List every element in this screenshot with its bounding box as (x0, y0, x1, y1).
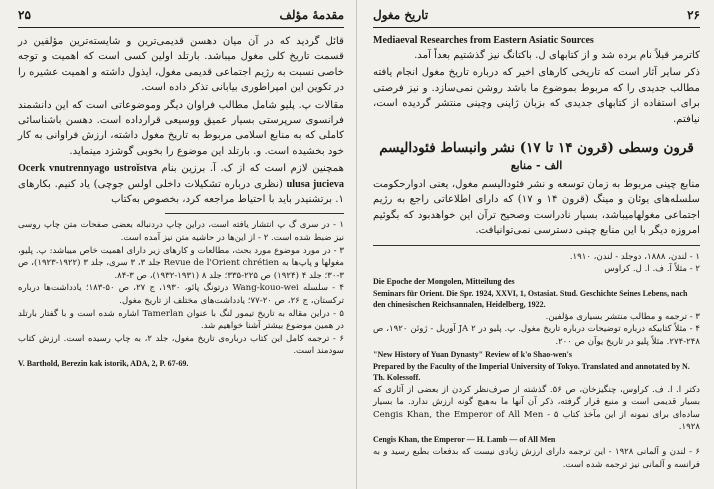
left-footnote-4: ۵ - دراین مقاله به تاریخ تیمور لنگ با عنوان Tamerlan اشاره شده است و با گفتار بارتلد در همین موضوع بیشتر آشنا خواهیم شد. (18, 308, 344, 332)
left-footnote-3: ۴ - سلسله Wang-kouo-wei درتونگ پائو، ۱۹۳۰، ج ۲۷، ص ۵۰-۱۸۳؛ یادداشت‌ها درباره ترکستان، ج ۲۶، ص ۲۰-۷۷؛ یادداشت‌های مختلف از تاریخ مغول. (18, 283, 344, 307)
right-page-number: ۲۶ (687, 8, 700, 22)
left-footnote-reference: V. Barthold, Berezin kak istorik, ADA, 2, P. 67-69. (18, 359, 189, 368)
left-footnote-1: ۱ - در سری گ پ انتشار یافته است، دراین چاپ دردنباله بعضی صفحات متن چاپ روسی نیز ضبط شده است. ۲ - از این‌ها در حاشیه متن نیز آمده است. (18, 220, 344, 244)
left-footnote-2: ۳ - در مورد موضوع مورد بحث، مطالعات و کارهای زیر دارای اهمیت خاص میباشد: پ. پلیو، مغولها و پاپ‌ها به Revue de l'Orient chrétien جلد ۳، ۳ سری، جلد ۳ (۱۹۲۲-۱۹۲۳)، ص ۳-۳۰؛ جلد ۴ (۱۹۲۴) ص ۲۲۵-۳۳۵؛ جلد ۸ (۱۹۳۱-۱۹۳۲)، ص ۳-۸۴. (18, 245, 345, 281)
right-footnote-latin-1: Die Epoche der Mongolen, Mitteilung des (373, 276, 515, 286)
right-page (357, 0, 714, 489)
left-body-sentence-2: (نظری درباره تشکیلات داخلی اولس جوچی) یاد کنیم. بکارهای ۱. برتشنیدر باید با احتیاط مراجعه کرد، بخصوص به‌کتاب (18, 178, 344, 206)
right-footnote-3: ۳ - ترجمه و مطالب منتشر بسیاری مؤلفین. (545, 311, 700, 322)
right-running-title: تاریخ مغول (373, 8, 429, 22)
right-footnote-2: ۲ - مثلاً آ. ف. ا. ل. کراوس (604, 264, 700, 275)
left-page-header (18, 6, 344, 28)
left-body-sentence: همچنین لازم است که از ک. آ. برزین بنام (161, 163, 344, 175)
left-body-paragraph-3 (18, 161, 344, 207)
right-section-body: منابع چینی مربوط به زمان توسعه و نشر فئودالیسم مغول، یعنی ادوارحکومت سلسله‌های یوئان و مینگ (قرون ۱۴ و ۱۷) که دارای اطلاعاتی راجع به رژیم اجتماعی مغولهامیباشد، بسیار نادراست وصحیح ترآن این خواهدبود که بگوئیم امروزه دیگر با این منابع چینی دسترسی نمی‌توانیافت. (373, 179, 700, 237)
latin-title-ustroistva: ustroĭstva ulusa jucieva (114, 163, 344, 190)
right-page-header (373, 6, 700, 28)
section-heading: قرون وسطی (قرون ۱۴ تا ۱۷) نشر وانبساط فئودالیسم (379, 140, 694, 157)
right-intro-paragraph-2: ذکر سایر آثار است که تاریخی کارهای اخیر که درباره تاریخ مغول انجام یافته مطالب جدیدی را که مربوط بموضوع ما باشد روشن نمی‌سازد. و نیز فرصتی برای استفاده از کتابهای جدیدی که بزبان ژاپنی وچینی منتشر گردیده است، نیافتم. (373, 67, 700, 125)
left-page-number: ۲۵ (18, 8, 31, 22)
right-footnote-4: ۴ - مثلاً کتابیکه درباره توضیحات درباره تاریخ مغول. پ. پلیو در JA ۲ آوریل - ژوئن ۱۹۲۰، ص ۲۴۸-۲۷۴. مثلاً پلیو در تاریخ یوآن ص ۲۰۰. (373, 324, 700, 348)
left-footnote-separator (165, 213, 344, 214)
left-running-title: مقدمهٔ مؤلف (279, 8, 344, 22)
right-footnote-cengis: Cengis Khan, the Emperor — H. Lamb — of All Men (373, 435, 556, 444)
right-intro-paragraph-1: کاترمر قبلاً نام برده شد و از کتابهای ل. باکتانگ نیز گذشتیم بعداً آمد. (414, 50, 700, 61)
left-body-paragraph-2: مقالات پ. پلیو شامل مطالب فراوان دیگر وموضوعاتی است که این دانشمند فرانسوی سرپرستی بسیار عمیق ووسیعی قرارداده است. دهسن باشناسائی کاملی که به منابع اسلامی مربوط به تاریخ مغول داشته، ارزش فراوانی به کار خود بخشیده است. و. بارتلد این موضوع را بخوبی گوشزد مینماید. (18, 99, 344, 157)
latin-title-ocerk: Ocerk vnutrennyago (18, 163, 110, 175)
right-footnote-6: ۶ - لندن و آلمانی ۱۹۲۸ - این ترجمه دارای ارزش زیادی نیست که بدفعات بطبع رسید و به فرانسه و آلمانی نیز ترجمه شده است. (373, 447, 700, 470)
right-footnote-separator (373, 245, 700, 246)
right-footnote-1: ۱ - لندن، ۱۸۸۸، دوجلد - لندن، ۱۹۱۰. (569, 251, 700, 262)
right-footnote-5: دکتر ا. ا. ف. کراوس، چنگیزخان، ص ۵۶. گذشته از صرف‌نظر کردن از بعضی از آثاری که بسیار قدیمی است و منبع قرار گرفته، ذکر آن آنها ما به‌هیچ گونه ارزش‌ ندارد. ما بسیار ساده‌ای برای نمونه از این مآخذ کتاب ۵ - Cengis Khan, the Emperor of All Men ۱۹۲۸. (373, 384, 700, 433)
right-footnote-latin-3: "New History of Yuan Dynasty" Review of k'o Shao-wen's (373, 349, 572, 359)
sub-heading: الف - منابع (510, 159, 563, 173)
left-footnote-5: ۶ - ترجمه کامل این کتاب درباره‌ی تاریخ مغول، جلد ۲، به چاپ رسیده است. ارزش کتاب سودمند است. (18, 333, 344, 357)
right-footnote-latin-4: Prepared by the Faculty of the Imperial University of Tokyo. Translated and annotated by N. Th. Kolessoff. (373, 361, 690, 382)
latin-source-title: Mediaeval Researches from Eastern Asiatic Sources (373, 35, 594, 46)
left-body-paragraph-1: قائل گردید که در آن میان دهسن قدیمی‌ترین و شایسته‌ترین مؤلفین در قسمت تاریخ کلی مغول میباشد. بارتلد اولین کسی است که اهمیت و توجه خاصی نسبت به رژیم اجتماعی قدیمی مغول، ایذول داشته و اهمیت عشیره را در تکوین این امپراطوری بیابانی تذکر داده است. (18, 36, 344, 94)
right-footnote-latin-2: Seminars für Orient. Die Spr. 1924, XXVI, 1, Ostasiat. Stud. Geschichte Seines Lebens, nach den chinesischen Reichsannalen, Heidelberg, 1922. (373, 288, 688, 309)
